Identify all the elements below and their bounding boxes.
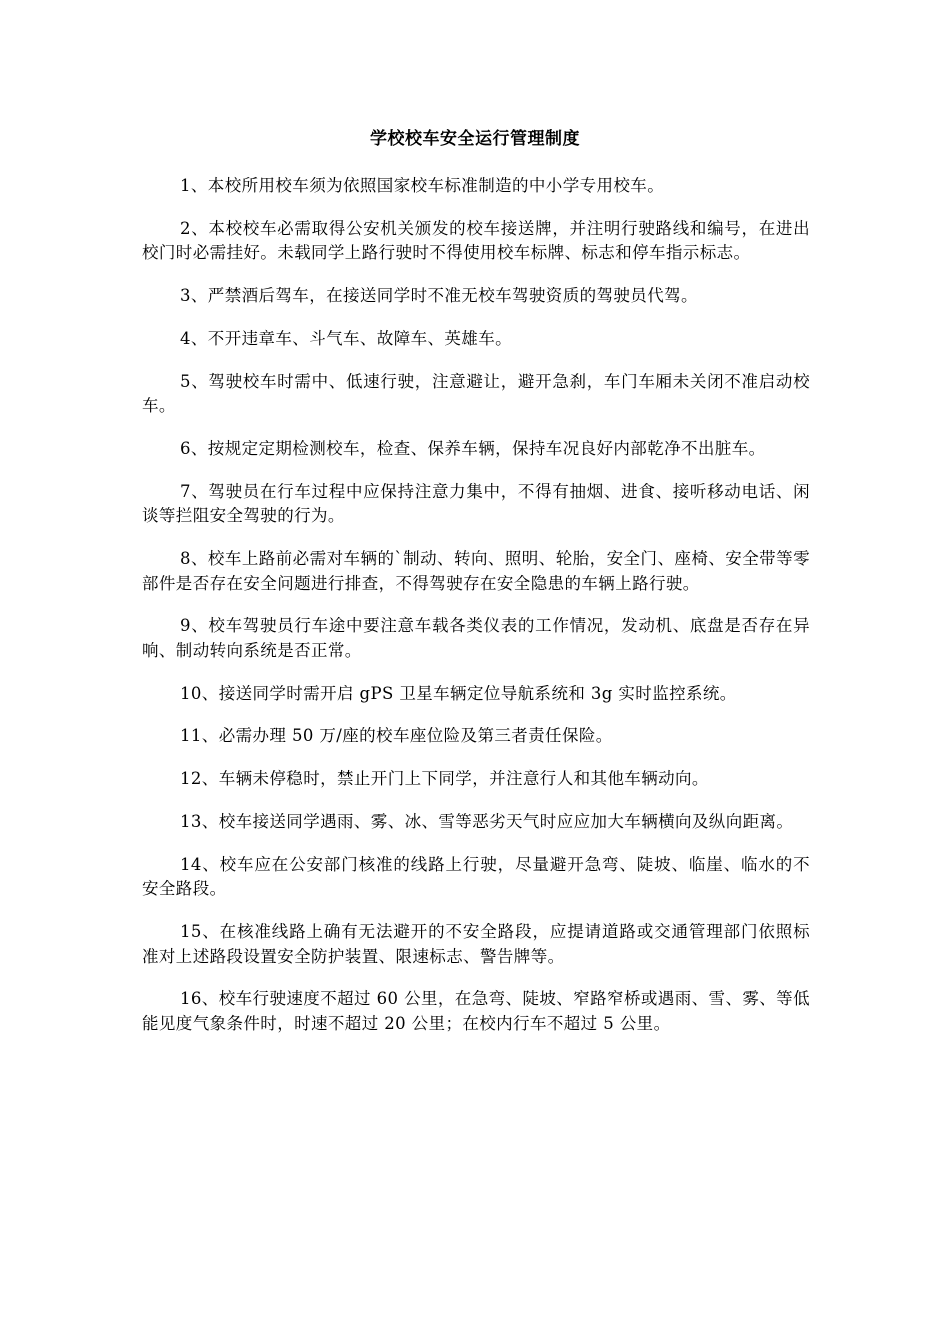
paragraph-9: 9、校车驾驶员行车途中要注意车载各类仪表的工作情况，发动机、底盘是否存在异响、制动转向系统是否正常。 — [142, 616, 810, 660]
paragraph-11: 11、必需办理 50 万/座的校车座位险及第三者责任保险。 — [180, 726, 613, 746]
paragraph-13: 13、校车接送同学遇雨、雾、冰、雪等恶劣天气时应应加大车辆横向及纵向距离。 — [180, 812, 794, 832]
paragraph-7: 7、驾驶员在行车过程中应保持注意力集中，不得有抽烟、进食、接听移动电话、闲谈等拦阻安全驾驶的行为。 — [142, 481, 810, 526]
paragraph-5: 5、驾驶校车时需中、低速行驶，注意避让，避开急刹，车门车厢未关闭不准启动校车。 — [142, 371, 810, 416]
paragraph-15: 15、在核准线路上确有无法避开的不安全路段，应提请道路或交通管理部门依照标准对上述路段设置安全防护装置、限速标志、警告牌等。 — [142, 922, 810, 966]
paragraph-10: 10、接送同学时需开启 gPS 卫星车辆定位导航系统和 3g 实时监控系统。 — [180, 683, 737, 703]
paragraph-3: 3、严禁酒后驾车，在接送同学时不准无校车驾驶资质的驾驶员代驾。 — [180, 286, 698, 306]
document-body — [142, 174, 810, 1055]
document-title: 学校校车安全运行管理制度 — [370, 129, 580, 149]
paragraph-6: 6、按规定定期检测校车，检查、保养车辆，保持车况良好内部乾净不出脏车。 — [180, 438, 766, 458]
paragraph-4: 4、不开违章车、斗气车、故障车、英雄车。 — [180, 328, 512, 348]
paragraph-8: 8、校车上路前必需对车辆的`制动、转向、照明、轮胎，安全门、座椅、安全带等零部件是否存在安全问题进行排查，不得驾驶存在安全隐患的车辆上路行驶。 — [142, 549, 810, 593]
paragraph-16: 16、校车行驶速度不超过 60 公里，在急弯、陡坡、窄路窄桥或遇雨、雪、雾、等低能见度气象条件时，时速不超过 20 公里；在校内行车不超过 5 公里。 — [142, 989, 810, 1033]
paragraph-1: 1、本校所用校车须为依照国家校车标准制造的中小学专用校车。 — [180, 176, 665, 195]
paragraph-2: 2、本校校车必需取得公安机关颁发的校车接送牌，并注明行驶路线和编号，在进出校门时必需挂好。未载同学上路行驶时不得使用校车标牌、标志和停车指示标志。 — [142, 218, 810, 263]
paragraph-12: 12、车辆未停稳时，禁止开门上下同学，并注意行人和其他车辆动向。 — [180, 769, 709, 789]
paragraph-14: 14、校车应在公安部门核准的线路上行驶，尽量避开急弯、陡坡、临崖、临水的不安全路段。 — [142, 854, 810, 899]
